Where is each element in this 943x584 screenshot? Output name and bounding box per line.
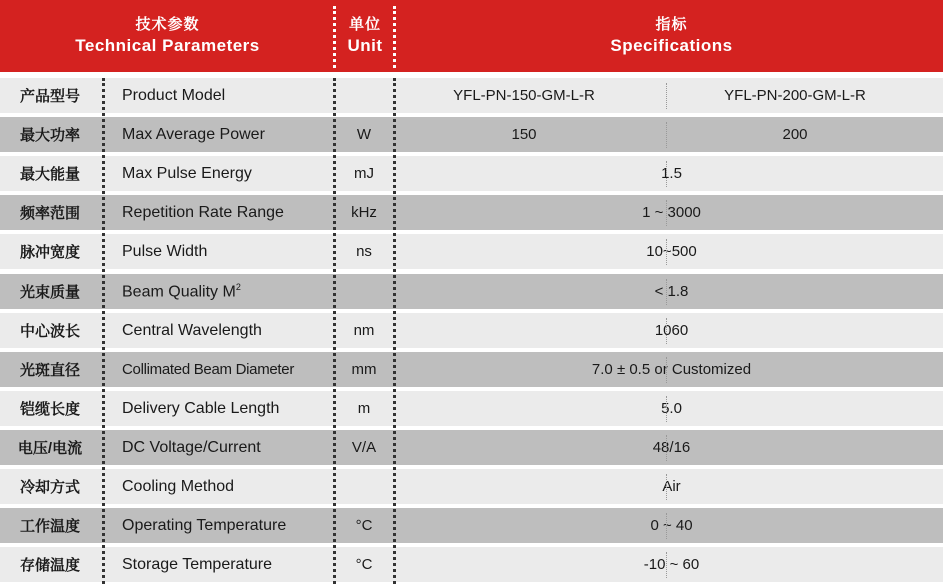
header-unit-zh: 单位 (348, 16, 381, 33)
param-en (122, 478, 234, 496)
param-zh: 存储温度 (19, 557, 80, 574)
param-zh: 产品型号 (19, 88, 80, 105)
param-zh: 最大功率 (19, 127, 80, 144)
table-row (0, 469, 943, 504)
param-zh: 工作温度 (19, 518, 80, 535)
table-row (0, 391, 943, 426)
spec-divider (666, 200, 667, 226)
param-en-text: Cooling Method (122, 477, 235, 495)
table-row (0, 195, 943, 230)
spec-divider (666, 161, 667, 187)
param-en (122, 400, 279, 418)
header-param-zh: 技术参数 (135, 16, 200, 33)
param-unit: mJ (354, 165, 374, 182)
param-zh: 铠缆长度 (19, 401, 80, 418)
spec-divider (666, 239, 667, 265)
header-unit (335, 0, 395, 72)
param-en-text: Product Model (122, 86, 226, 104)
param-en (122, 243, 207, 261)
param-zh: 中心波长 (19, 323, 80, 340)
param-en (122, 165, 252, 183)
spec-value: 48/16 (652, 439, 691, 456)
param-unit: °C (355, 517, 373, 534)
spec-divider (666, 435, 667, 461)
param-unit: °C (355, 556, 373, 573)
param-en-text: Storage Temperature (122, 555, 273, 573)
spec-divider (666, 474, 667, 500)
table-row (0, 274, 943, 309)
param-en-text: Max Average Power (122, 125, 265, 143)
param-en (122, 361, 294, 378)
param-en-text: Operating Temperature (122, 516, 287, 534)
table-row (0, 430, 943, 465)
spec-divider (666, 552, 667, 578)
spec-value: 0 ~ 40 (650, 517, 693, 534)
param-unit: kHz (351, 204, 377, 221)
param-en (122, 204, 284, 222)
param-zh: 最大能量 (19, 166, 80, 183)
header-spec (400, 0, 943, 72)
spec-value: < 1.8 (654, 283, 689, 300)
header-param-en: Technical Parameters (75, 36, 260, 55)
header-divider (333, 6, 336, 68)
spec-value-150: YFL-PN-150-GM-L-R (453, 87, 595, 104)
table-row (0, 313, 943, 348)
param-en (122, 87, 225, 105)
param-en-text: Central Wavelength (122, 321, 262, 339)
param-en-text: Repetition Rate Range (122, 203, 284, 221)
spec-value-150: 150 (511, 126, 537, 143)
spec-divider (666, 279, 667, 305)
header-spec-en: Specifications (610, 36, 733, 55)
param-en (122, 322, 262, 340)
param-unit: W (356, 126, 372, 143)
param-en (122, 126, 265, 144)
header-unit-en: Unit (347, 36, 383, 55)
spec-value: 1.5 (661, 165, 682, 182)
column-divider (333, 78, 336, 584)
param-en-text: Pulse Width (122, 242, 208, 260)
spec-divider (666, 122, 667, 148)
param-unit: ns (356, 243, 372, 260)
param-superscript: 2 (235, 281, 241, 292)
spec-value: 1060 (654, 322, 689, 339)
param-en (122, 282, 241, 301)
table-row (0, 234, 943, 269)
spec-value: 7.0 ± 0.5 or Customized (591, 361, 752, 378)
column-divider (393, 78, 396, 584)
param-en (122, 556, 272, 574)
param-zh: 脉冲宽度 (19, 244, 80, 261)
param-zh: 电压/电流 (17, 440, 83, 457)
param-en-text: DC Voltage/Current (122, 438, 261, 456)
spec-value: Air (662, 478, 681, 495)
param-unit: V/A (351, 439, 377, 456)
table-header (0, 0, 943, 72)
spec-value: 10~500 (646, 243, 697, 260)
header-param (0, 0, 335, 72)
param-en (122, 439, 261, 457)
table-row (0, 78, 943, 113)
param-en-text: Beam Quality M (122, 283, 236, 301)
spec-divider (666, 318, 667, 344)
param-zh: 频率范围 (19, 205, 80, 222)
table-row (0, 508, 943, 543)
table-row (0, 117, 943, 152)
table-row (0, 156, 943, 191)
table-row (0, 547, 943, 582)
param-zh: 光束质量 (19, 284, 80, 301)
spec-value-200: YFL-PN-200-GM-L-R (724, 87, 866, 104)
spec-divider (666, 357, 667, 383)
spec-value: 5.0 (661, 400, 682, 417)
column-divider (102, 78, 105, 584)
param-zh: 冷却方式 (19, 479, 80, 496)
spec-divider (666, 396, 667, 422)
header-divider (393, 6, 396, 68)
param-en-text: Delivery Cable Length (122, 399, 280, 417)
param-en (122, 517, 286, 535)
spec-value-200: 200 (782, 126, 808, 143)
param-unit: m (357, 400, 371, 417)
param-unit: nm (353, 322, 375, 339)
header-spec-zh: 指标 (655, 16, 688, 33)
spec-value: -10 ~ 60 (643, 556, 700, 573)
param-en-text: Collimated Beam Diameter (122, 361, 295, 378)
spec-value: 1 ~ 3000 (642, 204, 701, 221)
param-unit: mm (351, 361, 377, 378)
param-zh: 光斑直径 (19, 362, 80, 379)
spec-divider (666, 83, 667, 109)
param-en-text: Max Pulse Energy (122, 164, 252, 182)
table-row (0, 352, 943, 387)
spec-divider (666, 513, 667, 539)
